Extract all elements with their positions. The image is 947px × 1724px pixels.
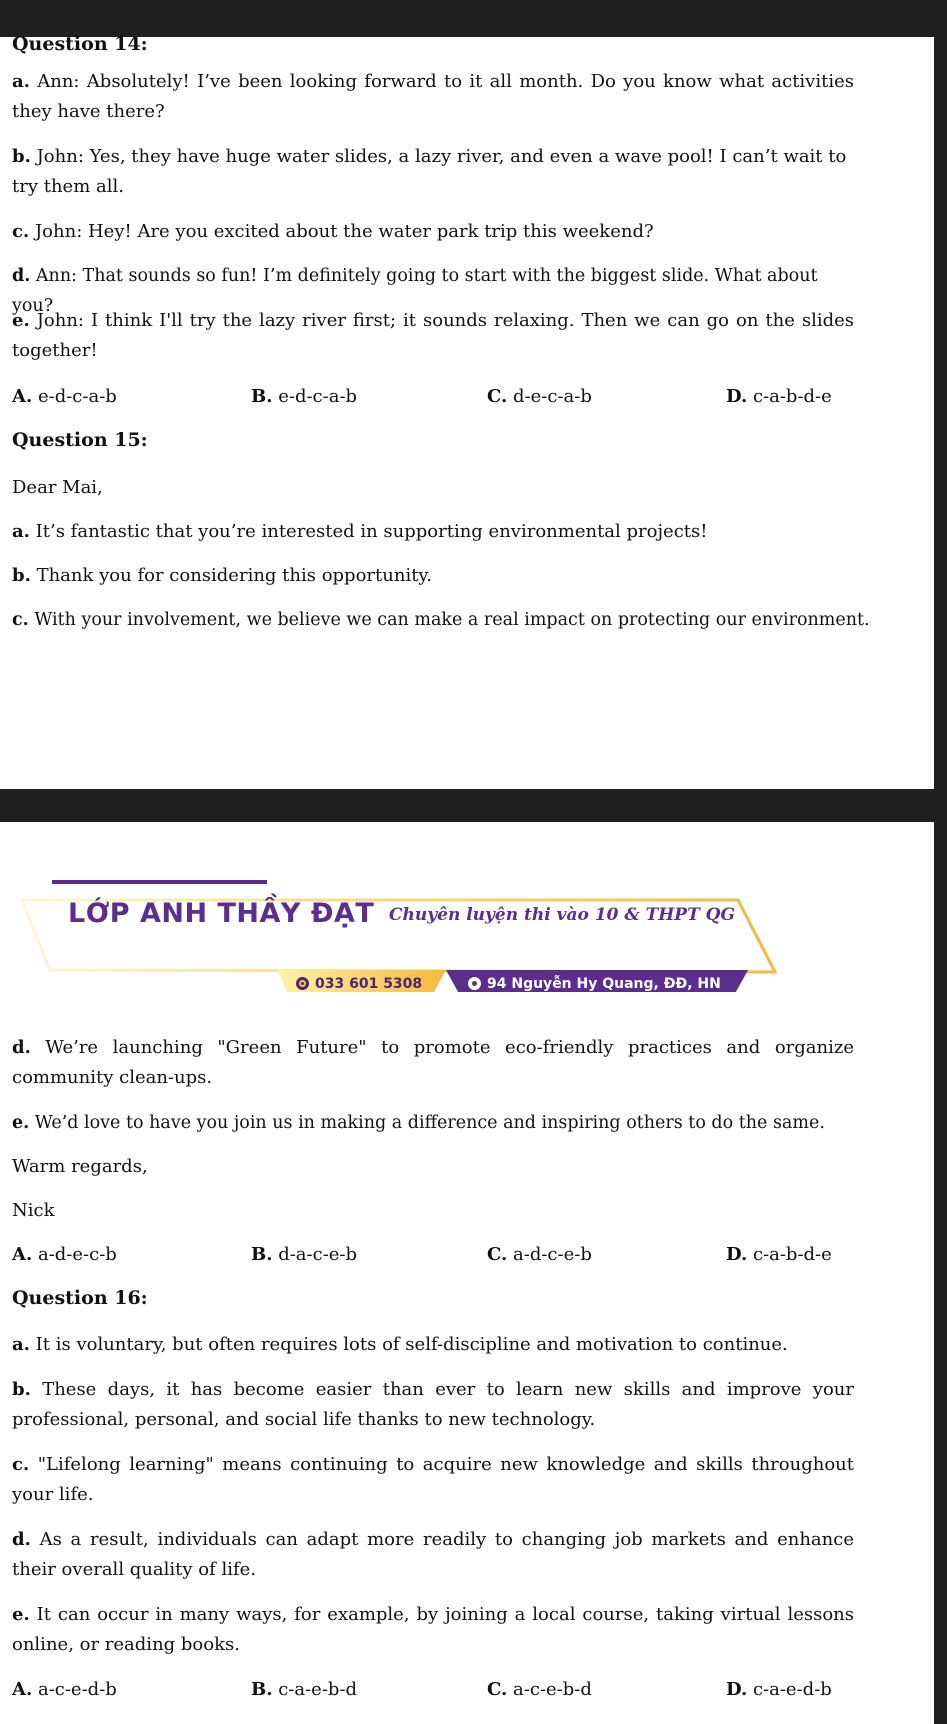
q14-option-c[interactable]: C. d-e-c-a-b (487, 386, 592, 407)
document-page-1 (0, 33, 934, 789)
q15-greeting: Dear Mai, (12, 477, 103, 498)
q15-item-c: c. With your involvement, we believe we can make a real impact on protecting our environment. (12, 610, 870, 630)
q16-option-a[interactable]: A. a-c-e-d-b (12, 1679, 117, 1700)
location-pin-icon (468, 977, 481, 990)
q15-item-e: e. We’d love to have you join us in making a difference and inspiring others to do the same. (12, 1113, 825, 1133)
class-banner (0, 822, 934, 992)
q16-option-d[interactable]: D. c-a-e-d-b (726, 1679, 832, 1700)
question-15-title: Question 15: (12, 429, 148, 451)
question-14-title: Question 14: (12, 33, 148, 55)
q15-signature: Nick (12, 1200, 55, 1221)
question-16-title: Question 16: (12, 1287, 148, 1309)
phone-icon (296, 977, 309, 990)
q15-closing: Warm regards, (12, 1156, 148, 1177)
q14-option-d[interactable]: D. c-a-b-d-e (726, 386, 832, 407)
q14-option-b[interactable]: B. e-d-c-a-b (251, 386, 358, 407)
q16-item-c: c. "Lifelong learning" means continuing to acquire new knowledge and skills throughout your life. (12, 1454, 854, 1505)
banner-subtitle: Chuyên luyện thi vào 10 & THPT QG (389, 905, 735, 925)
q14-item-e: e. John: I think I'll try the lazy river first; it sounds relaxing. Then we can go on the slides together! (12, 310, 854, 361)
q15-item-b: b. Thank you for considering this opportunity. (12, 565, 432, 586)
phone-label: 033 601 5308 (296, 971, 422, 997)
q14-item-c: c. John: Hey! Are you excited about the water park trip this weekend? (12, 221, 654, 242)
q15-option-a[interactable]: A. a-d-e-c-b (12, 1244, 117, 1265)
banner-graphic (0, 792, 934, 992)
q16-item-b: b. These days, it has become easier than ever to learn new skills and improve your professional, personal, and social life thanks to new technology. (12, 1379, 854, 1430)
q15-item-a: a. It’s fantastic that you’re interested in supporting environmental projects! (12, 521, 708, 542)
q15-option-b[interactable]: B. d-a-c-e-b (251, 1244, 358, 1265)
q16-option-c[interactable]: C. a-c-e-b-d (487, 1679, 592, 1700)
banner-title: LỚP ANH THẦY ĐẠT (68, 898, 375, 929)
q14-options (12, 382, 842, 412)
q16-item-e: e. It can occur in many ways, for example, by joining a local course, taking virtual lessons online, or reading books. (12, 1604, 854, 1655)
q16-item-a: a. It is voluntary, but often requires lots of self-discipline and motivation to continue. (12, 1334, 788, 1355)
q14-item-a: a. Ann: Absolutely! I’ve been looking forward to it all month. Do you know what activities they have there? (12, 71, 854, 122)
q15-options (12, 1240, 842, 1270)
address-label: 94 Nguyễn Hy Quang, ĐĐ, HN (468, 971, 721, 997)
q15-option-c[interactable]: C. a-d-c-e-b (487, 1244, 592, 1265)
document-page-2 (0, 822, 934, 1724)
q14-option-a[interactable]: A. e-d-c-a-b (12, 386, 117, 407)
q15-item-d: d. We’re launching "Green Future" to promote eco-friendly practices and organize community clean-ups. (12, 1037, 854, 1088)
q16-options (12, 1675, 842, 1705)
q14-item-b: b. John: Yes, they have huge water slides, a lazy river, and even a wave pool! I can’t wait to try them all. (12, 146, 847, 197)
q15-option-d[interactable]: D. c-a-b-d-e (726, 1244, 832, 1265)
q14-item-d: d. Ann: That sounds so fun! I’m definitely going to start with the biggest slide. What about you? (12, 266, 818, 316)
q16-option-b[interactable]: B. c-a-e-b-d (251, 1679, 358, 1700)
q16-item-d: d. As a result, individuals can adapt more readily to changing job markets and enhance their overall quality of life. (12, 1529, 854, 1580)
